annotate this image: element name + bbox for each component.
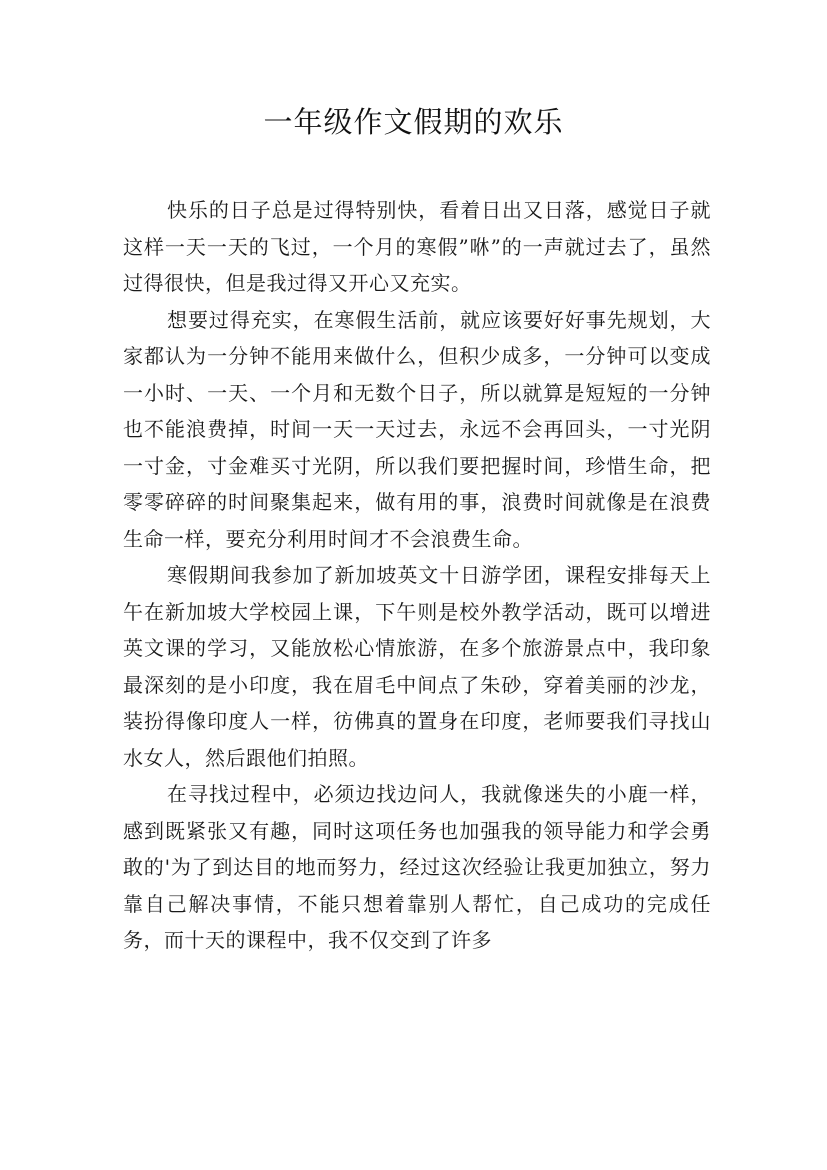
paragraph-2: 想要过得充实，在寒假生活前，就应该要好好事先规划，大家都认为一分钟不能用来做什么，但积少成多，一分钟可以变成一小时、一天、一个月和无数个日子，所以就算是短短的一分钟也不能浪费掉，时间一天一天过去，永远不会再回头，一寸光阴一寸金，寸金难买寸光阴，所以我们要把握时间，珍惜生命，把零零碎碎的时间聚集起来，做有用的事，浪费时间就像是在浪费生命一样，要充分利用时间才不会浪费生命。 bbox=[123, 307, 711, 551]
paragraph-1: 快乐的日子总是过得特别快，看着日出又日落，感觉日子就这样一天一天的飞过，一个月的寒假”咻”的一声就过去了，虽然过得很快，但是我过得又开心又充实。 bbox=[123, 198, 711, 295]
document-title: 一年级作文假期的欢乐 bbox=[263, 105, 564, 139]
paragraph-4: 在寻找过程中，必须边找边问人，我就像迷失的小鹿一样，感到既紧张又有趣，同时这项任务也加强我的领导能力和学会勇敢的'为了到达目的地而努力，经过这次经验让我更加独立，努力靠自己解决事情，不能只想着靠别人帮忙，自己成功的完成任务，而十天的课程中，我不仅交到了许多 bbox=[123, 782, 711, 952]
document-body bbox=[123, 192, 711, 959]
paragraph-3: 寒假期间我参加了新加坡英文十日游学团，课程安排每天上午在新加坡大学校园上课，下午则是校外教学活动，既可以增进英文课的学习，又能放松心情旅游，在多个旅游景点中，我印象最深刻的是小印度，我在眉毛中间点了朱砂，穿着美丽的沙龙，装扮得像印度人一样，彷佛真的置身在印度，老师要我们寻找山水女人，然后跟他们拍照。 bbox=[123, 563, 711, 770]
